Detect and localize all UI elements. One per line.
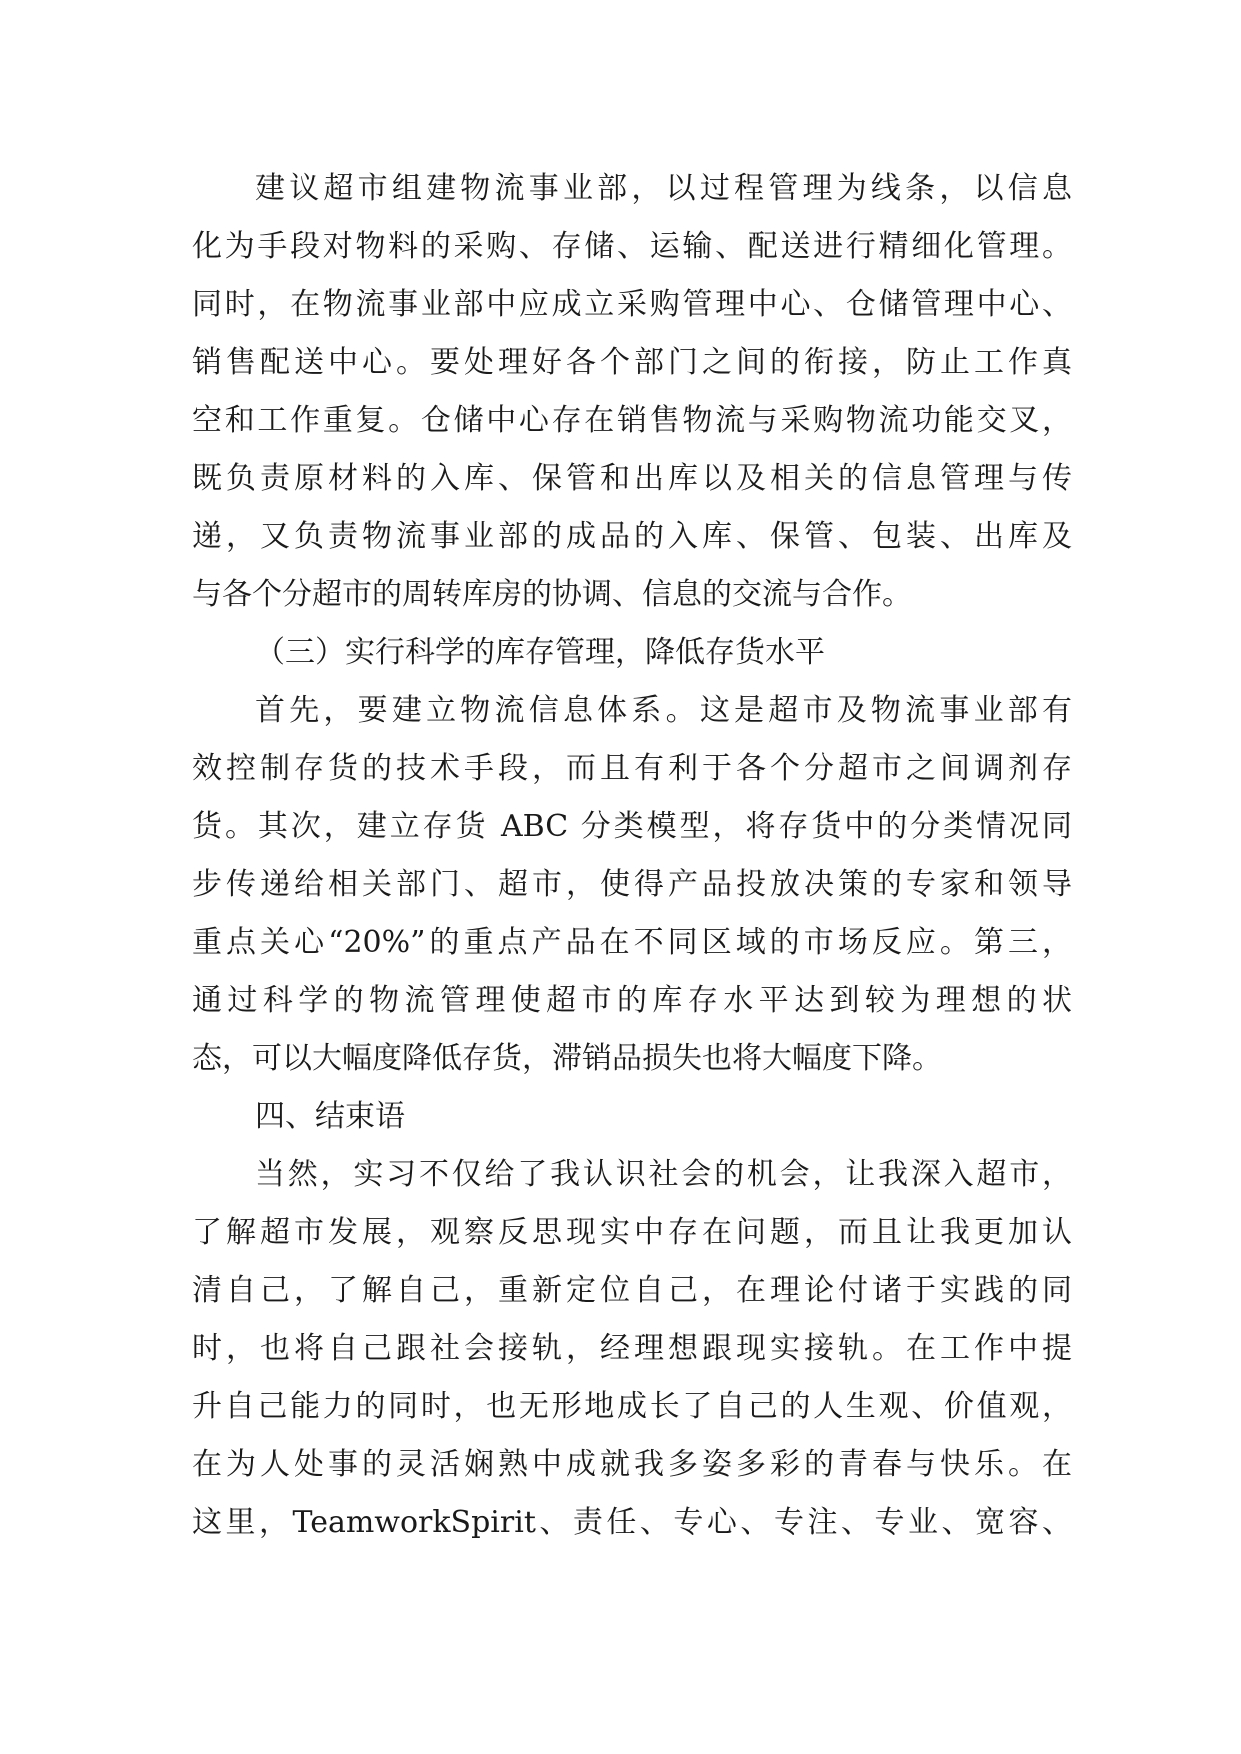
text-line: 既负责原材料的入库、保管和出库以及相关的信息管理与传	[192, 461, 1072, 496]
text-line: 首先，要建立物流信息体系。这是超市及物流事业部有	[255, 693, 1072, 728]
text-line: 升自己能力的同时，也无形地成长了自己的人生观、价值观，	[192, 1389, 1072, 1424]
text-line: 重点关心“20%”的重点产品在不同区域的市场反应。第三，	[192, 925, 1072, 960]
text-line: 货。其次，建立存货 ABC 分类模型，将存货中的分类情况同	[192, 809, 1072, 844]
body-text	[192, 160, 1072, 1552]
text-line: 与各个分超市的周转库房的协调、信息的交流与合作。	[192, 577, 912, 612]
text-line: 空和工作重复。仓储中心存在销售物流与采购物流功能交叉，	[192, 403, 1072, 438]
text-line: 四、结束语	[255, 1099, 405, 1134]
text-line: 态，可以大幅度降低存货，滞销品损失也将大幅度下降。	[192, 1041, 942, 1076]
text-line: 化为手段对物料的采购、存储、运输、配送进行精细化管理。	[192, 229, 1072, 264]
text-line: 这里，TeamworkSpirit、责任、专心、专注、专业、宽容、	[192, 1505, 1072, 1540]
text-line: 在为人处事的灵活娴熟中成就我多姿多彩的青春与快乐。在	[192, 1447, 1072, 1482]
text-line: 通过科学的物流管理使超市的库存水平达到较为理想的状	[192, 983, 1072, 1018]
text-line: 建议超市组建物流事业部，以过程管理为线条，以信息	[255, 171, 1072, 206]
text-line: 了解超市发展，观察反思现实中存在问题，而且让我更加认	[192, 1215, 1072, 1250]
text-line: 当然，实习不仅给了我认识社会的机会，让我深入超市，	[255, 1157, 1072, 1192]
text-line: 步传递给相关部门、超市，使得产品投放决策的专家和领导	[192, 867, 1072, 902]
text-line: （三）实行科学的库存管理，降低存货水平	[255, 635, 825, 670]
text-line: 效控制存货的技术手段，而且有利于各个分超市之间调剂存	[192, 751, 1072, 786]
text-line: 递，又负责物流事业部的成品的入库、保管、包装、出库及	[192, 519, 1072, 554]
text-line: 销售配送中心。要处理好各个部门之间的衔接，防止工作真	[192, 345, 1072, 380]
text-line: 同时，在物流事业部中应成立采购管理中心、仓储管理中心、	[192, 287, 1072, 322]
text-line: 时，也将自己跟社会接轨，经理想跟现实接轨。在工作中提	[192, 1331, 1072, 1366]
text-line: 清自己，了解自己，重新定位自己，在理论付诸于实践的同	[192, 1273, 1072, 1308]
